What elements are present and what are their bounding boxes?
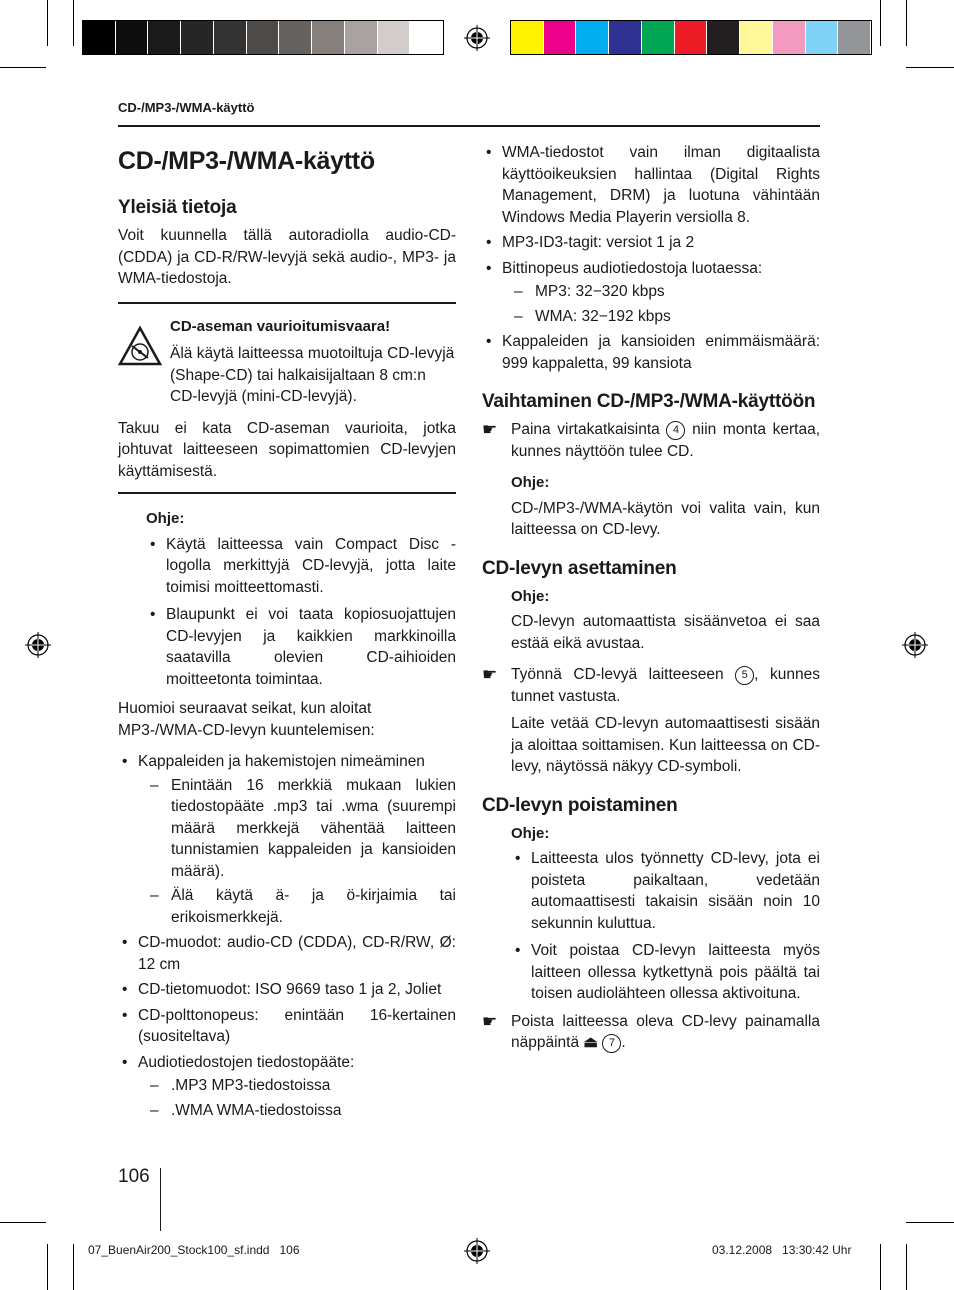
- crop-mark: [47, 0, 48, 46]
- note-label: Ohje:: [511, 587, 550, 605]
- note-label: Ohje:: [511, 474, 550, 491]
- page-number: 106: [118, 1166, 150, 1187]
- color-swatch: [83, 21, 115, 54]
- note-label: Ohje:: [146, 510, 185, 527]
- color-swatch: [576, 21, 608, 54]
- crop-mark: [0, 1222, 46, 1223]
- left-column: [118, 142, 456, 1125]
- header-rule: [118, 125, 820, 127]
- list-item-text: Kappaleiden ja hakemistojen nimeäminen: [138, 753, 425, 770]
- process-color-bar: [510, 20, 872, 55]
- page-title: CD-/MP3-/WMA-käyttö: [118, 147, 375, 175]
- registration-mark-icon: [25, 632, 51, 658]
- mp3-intro: Huomioi seuraavat seikat, kun aloitat MP3-/WMA-CD-levyn kuuntelemisen:: [118, 700, 375, 739]
- key-number-badge: 7: [602, 1034, 621, 1053]
- file-info: 07_BuenAir200_Stock100_sf.indd 106: [88, 1243, 300, 1257]
- warning-text: Älä käytä laitteessa muotoiltuja CD-levyjä (Shape-CD) tai halkaisijaltaan 8 cm:n CD-levyjä (mini-CD-levyjä).: [170, 345, 455, 405]
- crop-mark: [906, 67, 954, 68]
- sub-list-item: – .WMA WMA-tiedostoissa: [138, 1100, 456, 1122]
- warning-box: [118, 316, 456, 408]
- sub-list-item: – WMA: 32−192 kbps: [502, 306, 820, 328]
- color-swatch: [378, 21, 410, 54]
- list-item: [482, 258, 820, 328]
- color-swatch: [773, 21, 805, 54]
- note-text: CD-/MP3-/WMA-käytön voi valita vain, kun laitteessa on CD-levy.: [511, 499, 820, 538]
- list-item: • CD-polttonopeus: enintään 16-kertainen (suositeltava): [118, 1005, 456, 1048]
- color-swatch: [609, 21, 641, 54]
- warning-title: CD-aseman vaurioitumisvaara!: [170, 317, 391, 335]
- color-swatch: [511, 21, 543, 54]
- crop-mark: [73, 1244, 74, 1290]
- color-swatch: [838, 21, 870, 54]
- key-number-badge: 4: [666, 421, 685, 440]
- right-column: [482, 142, 820, 1064]
- list-item: • CD-tietomuodot: ISO 9669 taso 1 ja 2, Joliet: [118, 979, 456, 1001]
- divider: [118, 302, 456, 304]
- list-item-text: Audiotiedostojen tiedostopääte:: [138, 1053, 355, 1071]
- pointing-hand-icon: ☛: [482, 1011, 498, 1031]
- step-switch: ☛ Paina virtakatkaisinta 4 niin monta kertaa, kunnes näyttöön tulee CD.: [482, 420, 821, 460]
- note-block: [118, 508, 456, 690]
- list-item-text: Bittinopeus audiotiedostoja luotaessa:: [502, 259, 763, 277]
- color-swatch: [410, 21, 442, 54]
- note-block: [482, 472, 820, 541]
- color-swatch: [279, 21, 311, 54]
- registration-mark-icon: [902, 632, 928, 658]
- color-swatch: [740, 21, 772, 54]
- intro-text: Voit kuunnella tällä autoradiolla audio-CD- (CDDA) ja CD-R/RW-levyjä sekä audio-, MP3- ja WMA-tiedostoja.: [118, 227, 456, 287]
- color-swatch: [642, 21, 674, 54]
- color-swatch: [148, 21, 180, 54]
- crop-mark: [47, 1244, 48, 1290]
- color-swatch: [116, 21, 148, 54]
- sub-list-item: – MP3: 32−320 kbps: [502, 281, 820, 303]
- list-item: • Laitteesta ulos työnnetty CD-levy, jota ei poisteta paikaltaan, vedetään automaattisesti takaisin sisään noin 10 sekunnin kuluttua.: [511, 848, 820, 934]
- heading-switch: Vaihtaminen CD-/MP3-/WMA-käyttöön: [482, 391, 816, 412]
- gray-scale-bar: [82, 20, 444, 55]
- note-block: [482, 823, 820, 1005]
- pointing-hand-icon: ☛: [482, 665, 498, 684]
- heading-general: Yleisiä tietoja: [118, 197, 237, 218]
- eject-icon: ⏏: [583, 1034, 599, 1051]
- note-label: Ohje:: [511, 824, 550, 842]
- crop-mark: [0, 67, 46, 68]
- insert-result: Laite vetää CD-levyn automaattisesti sisään ja aloittaa soittamisen. Kun laitteessa on CD-levy, näytössä näkyy CD-symboli.: [511, 715, 820, 775]
- sub-list-item: – Älä käytä ä- ja ö-kirjaimia tai erikoismerkkejä.: [138, 885, 456, 928]
- crop-mark: [880, 1244, 881, 1290]
- crop-mark: [906, 1244, 907, 1290]
- warranty-text: Takuu ei kata CD-aseman vaurioita, jotka johtuvat laitteeseen sopimattomien CD-levyjen käyttämisestä.: [118, 419, 456, 480]
- step-insert: ☛ Työnnä CD-levyä laitteeseen 5 , kunnes tunnet vastusta.: [482, 665, 820, 705]
- step-eject: ☛ Poista laitteessa oleva CD-levy painamalla näppäintä ⏏ 7 .: [482, 1011, 820, 1051]
- registration-mark-icon: [464, 1238, 490, 1264]
- sub-list-item: – .MP3 MP3-tiedostoissa: [138, 1075, 456, 1097]
- color-swatch: [806, 21, 838, 54]
- color-swatch: [312, 21, 344, 54]
- crop-mark: [73, 0, 74, 46]
- divider: [118, 492, 456, 494]
- list-item: • Blaupunkt ei voi taata kopiosuojattujen CD-levyjen ja kaikkien markkinoilla saatavilla olevien CD-aihioiden moitteetonta toimintaa.: [146, 604, 456, 690]
- page-number-rule: [160, 1168, 161, 1231]
- color-swatch: [181, 21, 213, 54]
- pointing-hand-icon: ☛: [482, 420, 498, 439]
- color-swatch: [675, 21, 707, 54]
- list-item: • WMA-tiedostot vain ilman digitaalista käyttöoikeuksien hallintaa (Digital Rights Management, DRM) ja luotuna vähintään Windows Media Playerin versiolla 8.: [482, 142, 820, 228]
- list-item: • Kappaleiden ja kansioiden enimmäismäärä: 999 kappaletta, 99 kansiota: [482, 331, 820, 374]
- heading-insert: CD-levyn asettaminen: [482, 557, 677, 579]
- crop-mark: [906, 1222, 954, 1223]
- list-item: [118, 751, 456, 928]
- note-text: CD-levyn automaattista sisäänvetoa ei saa estää eikä avustaa.: [511, 613, 820, 652]
- registration-mark-icon: [464, 25, 490, 51]
- crop-mark: [906, 0, 907, 46]
- list-item: • CD-muodot: audio-CD (CDDA), CD-R/RW, Ø: 12 cm: [118, 932, 456, 975]
- heading-eject: CD-levyn poistaminen: [482, 794, 678, 816]
- color-swatch: [214, 21, 246, 54]
- warning-triangle-icon: [118, 326, 162, 366]
- color-swatch: [345, 21, 377, 54]
- crop-mark: [880, 0, 881, 46]
- sub-list-item: – Enintään 16 merkkiä mukaan lukien tiedostopääte .mp3 tai .wma (suurempi määrä merkkejä vähentää laitteen tunnistamien kappaleiden ja kansioiden määrä).: [138, 775, 456, 883]
- running-header: CD-/MP3-/WMA-käyttö: [118, 100, 255, 115]
- color-swatch: [707, 21, 739, 54]
- list-item: • Voit poistaa CD-levyn laitteesta myös laitteen ollessa kytkettynä pois päältä tai toisen audiolähteen ollessa aktivoituna.: [511, 940, 820, 1005]
- list-item: [118, 1052, 456, 1122]
- color-swatch: [544, 21, 576, 54]
- list-item: • MP3-ID3-tagit: versiot 1 ja 2: [482, 232, 820, 254]
- list-item: • Käytä laitteessa vain Compact Disc -logolla merkittyjä CD-levyjä, jotta laite toimisi moitteettomasti.: [146, 534, 456, 599]
- timestamp: 03.12.2008 13:30:42 Uhr: [712, 1243, 852, 1257]
- color-swatch: [247, 21, 279, 54]
- note-block: [482, 586, 820, 655]
- key-number-badge: 5: [735, 666, 754, 685]
